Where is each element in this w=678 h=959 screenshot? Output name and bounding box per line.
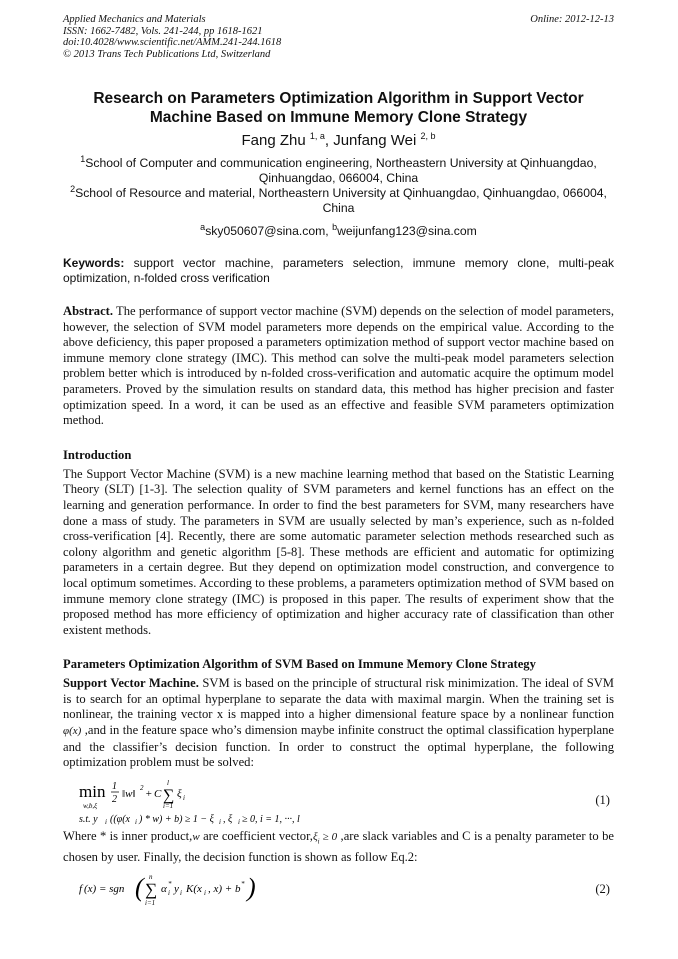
affiliation-1-text: School of Computer and communication engineering, Northeastern University at Qinhuangdao, Qinhuangdao, 066004, China bbox=[85, 156, 597, 185]
equation-1-number: (1) bbox=[595, 792, 610, 807]
equation-2-number: (2) bbox=[595, 881, 610, 896]
svg-text:y: y bbox=[174, 882, 179, 895]
xi-inequality: ≥ 0 bbox=[319, 830, 338, 843]
email-b-marker: b bbox=[332, 221, 338, 232]
svg-text:, x) + b: , x) + b bbox=[208, 882, 241, 895]
equation-1 bbox=[63, 777, 614, 827]
svg-text:2: 2 bbox=[112, 793, 117, 805]
svm-paragraph-part-2: ,and in the feature space who’s dimension maybe infinite construct the optimal classification hyperplane and the classifier’s decision function. In order to construct the optimal hyperplane, the following optimization problem must be solved: bbox=[63, 723, 614, 770]
section-heading-parameters: Parameters Optimization Algorithm of SVM Based on Immune Memory Clone Strategy bbox=[63, 657, 536, 672]
journal-header bbox=[63, 14, 614, 60]
svg-text:i: i bbox=[180, 888, 182, 897]
paper-title bbox=[63, 89, 614, 127]
subsection-label-svm: Support Vector Machine. bbox=[63, 676, 199, 691]
email-a: sky050607@sina.com, bbox=[205, 224, 333, 238]
svg-text:∑: ∑ bbox=[163, 786, 175, 804]
svg-text:, ξ: , ξ bbox=[223, 813, 233, 825]
svg-text:C: C bbox=[154, 787, 162, 800]
svg-text:+: + bbox=[145, 787, 153, 800]
svg-text:(: ( bbox=[135, 872, 144, 902]
xi-subscript: i bbox=[317, 837, 320, 846]
svg-text:‖w‖: ‖w‖ bbox=[122, 787, 136, 800]
where-part-2: are coefficient vector, bbox=[199, 828, 313, 843]
svg-text:∑: ∑ bbox=[145, 879, 158, 899]
affiliation-2 bbox=[63, 183, 614, 216]
where-part-1: Where * is inner product, bbox=[63, 828, 193, 843]
phi-symbol: φ(x) bbox=[63, 725, 82, 738]
introduction-paragraph: The Support Vector Machine (SVM) is a new machine learning method that based on the Statistic Learning Theory (SLT) [1-3]. The selection quality of SVM parameters and kernel functions has an effect on the learning and generation performance. In order to find the best parameters for SVM, many researchers have done a mass of study. The parameters in SVM are usually selected by man’s experience, such as n-folded cross-verification [4]. Recently, there are some automatic parameter selection methods researched such as colony algorithm and genetic algorithm [5-8]. These methods are efficient and automatic for optimizing parameters in a certain degree. But they depend on optimization model construction, and convergence to local optimum sometimes. According to these problems, a parameters optimization method of SVM based on immune memory clone strategy (IMC) is proposed in this paper. The results of experiment show that the proposed method has more efficiency of optimization and higher accuracy rate of classification than other existent methods. bbox=[63, 466, 614, 637]
affiliation-2-marker: 2 bbox=[70, 183, 76, 194]
svg-text:1: 1 bbox=[112, 780, 117, 792]
svg-text:i=1: i=1 bbox=[163, 801, 174, 810]
where-paragraph bbox=[63, 829, 614, 866]
svg-text:≥ 0, i = 1, ···, l: ≥ 0, i = 1, ···, l bbox=[242, 813, 300, 825]
svg-text:i: i bbox=[168, 888, 170, 897]
svg-text:α: α bbox=[161, 882, 167, 895]
svg-text:*: * bbox=[168, 879, 172, 888]
svg-text:(x) = sgn: (x) = sgn bbox=[84, 882, 125, 895]
author-separator: , bbox=[324, 132, 334, 149]
email-a-marker: a bbox=[200, 221, 206, 232]
author-emails bbox=[63, 221, 614, 238]
email-b: weijunfang123@sina.com bbox=[337, 224, 477, 238]
svg-text:K(x: K(x bbox=[186, 882, 202, 895]
journal-issn: ISSN: 1662-7482, Vols. 241-244, pp 1618-1621 bbox=[63, 25, 263, 37]
svg-text:i: i bbox=[183, 793, 185, 802]
svg-text:): ) bbox=[247, 872, 256, 902]
affiliation-1 bbox=[63, 153, 614, 186]
author-1: Fang Zhu bbox=[241, 132, 306, 149]
abstract bbox=[63, 304, 614, 429]
svg-text:i: i bbox=[135, 817, 137, 826]
abstract-text: The performance of support vector machine (SVM) depends on the selection of model parameters, however, the selection of SVM model parameters more depends on the empirical value. According to the above deficiency, this paper proposed a parameters optimization method of support vector machine based on immune memory clone strategy (IMC). This method can solve the multi-peak model parameters selection problem better which is introduced by n-folded cross-verification and automatic acquire the optimum model parameters. Proved by the simulation results on standard data, this method has higher precision and faster optimization speed. In a word, it can be used as an effective and feasible SVM parameters optimization method. bbox=[63, 304, 614, 428]
keywords bbox=[63, 256, 614, 286]
journal-copyright: © 2013 Trans Tech Publications Ltd, Switzerland bbox=[63, 48, 271, 60]
abstract-label: Abstract. bbox=[63, 304, 114, 318]
journal-doi: doi:10.4028/www.scientific.net/AMM.241-244.1618 bbox=[63, 37, 282, 48]
svg-text:s.t. y: s.t. y bbox=[79, 813, 98, 825]
xi-symbol: ξ bbox=[312, 830, 318, 843]
svm-paragraph-part-1: SVM is based on the principle of structural risk minimization. The ideal of SVM is to search for an optimal hyperplane to separate the data with maximal margin. When the training set is nonlinear, the training vector x is mapped into a higher dimensional feature space by a nonlinear function bbox=[63, 676, 614, 722]
equation-2 bbox=[63, 870, 614, 910]
keywords-text: support vector machine, parameters selection, immune memory clone, multi-peak optimization, n-folded cross verification bbox=[63, 256, 614, 285]
svg-text:n: n bbox=[149, 872, 153, 881]
title-line-1: Research on Parameters Optimization Algorithm in Support Vector bbox=[93, 90, 584, 107]
svm-paragraph bbox=[63, 676, 614, 771]
svg-text:f: f bbox=[79, 882, 83, 895]
author-1-marker: 1, a bbox=[309, 131, 325, 141]
svg-text:i: i bbox=[204, 888, 206, 897]
online-date: Online: 2012-12-13 bbox=[530, 14, 614, 25]
svg-text:((φ(x: ((φ(x bbox=[110, 813, 130, 825]
journal-name: Applied Mechanics and Materials bbox=[63, 14, 206, 25]
svg-text:min: min bbox=[79, 781, 106, 801]
section-heading-introduction: Introduction bbox=[63, 447, 132, 462]
affiliation-1-marker: 1 bbox=[80, 153, 86, 164]
svg-text:i: i bbox=[238, 817, 240, 826]
author-2-marker: 2, b bbox=[420, 131, 436, 141]
equation-2-formula bbox=[79, 870, 339, 910]
svg-text:w,b,ξ: w,b,ξ bbox=[83, 801, 98, 810]
svg-text:i=1: i=1 bbox=[145, 898, 156, 907]
paper-page bbox=[63, 14, 614, 910]
svg-text:l: l bbox=[167, 778, 169, 787]
svg-text:ξ: ξ bbox=[177, 787, 182, 800]
keywords-label: Keywords: bbox=[63, 256, 125, 270]
author-2: Junfang Wei bbox=[333, 132, 417, 149]
svg-text:i: i bbox=[219, 817, 221, 826]
where-part-3: ,are slack variables and C is a penalty parameter to be chosen by user. Finally, the decision function is shown as follow Eq.2: bbox=[63, 828, 614, 864]
title-line-2: Machine Based on Immune Memory Clone Strategy bbox=[149, 109, 528, 126]
svg-text:2: 2 bbox=[140, 783, 144, 792]
w-symbol: w bbox=[192, 830, 200, 843]
equation-1-formula bbox=[79, 777, 379, 827]
author-list bbox=[63, 131, 614, 150]
svg-text:i: i bbox=[105, 817, 107, 826]
affiliation-2-text: School of Resource and material, Northeastern University at Qinhuangdao, Qinhuangdao, 066004, China bbox=[75, 186, 607, 215]
svg-text:*: * bbox=[241, 879, 245, 888]
svg-text:) * w) + b) ≥ 1 − ξ: ) * w) + b) ≥ 1 − ξ bbox=[139, 813, 214, 825]
